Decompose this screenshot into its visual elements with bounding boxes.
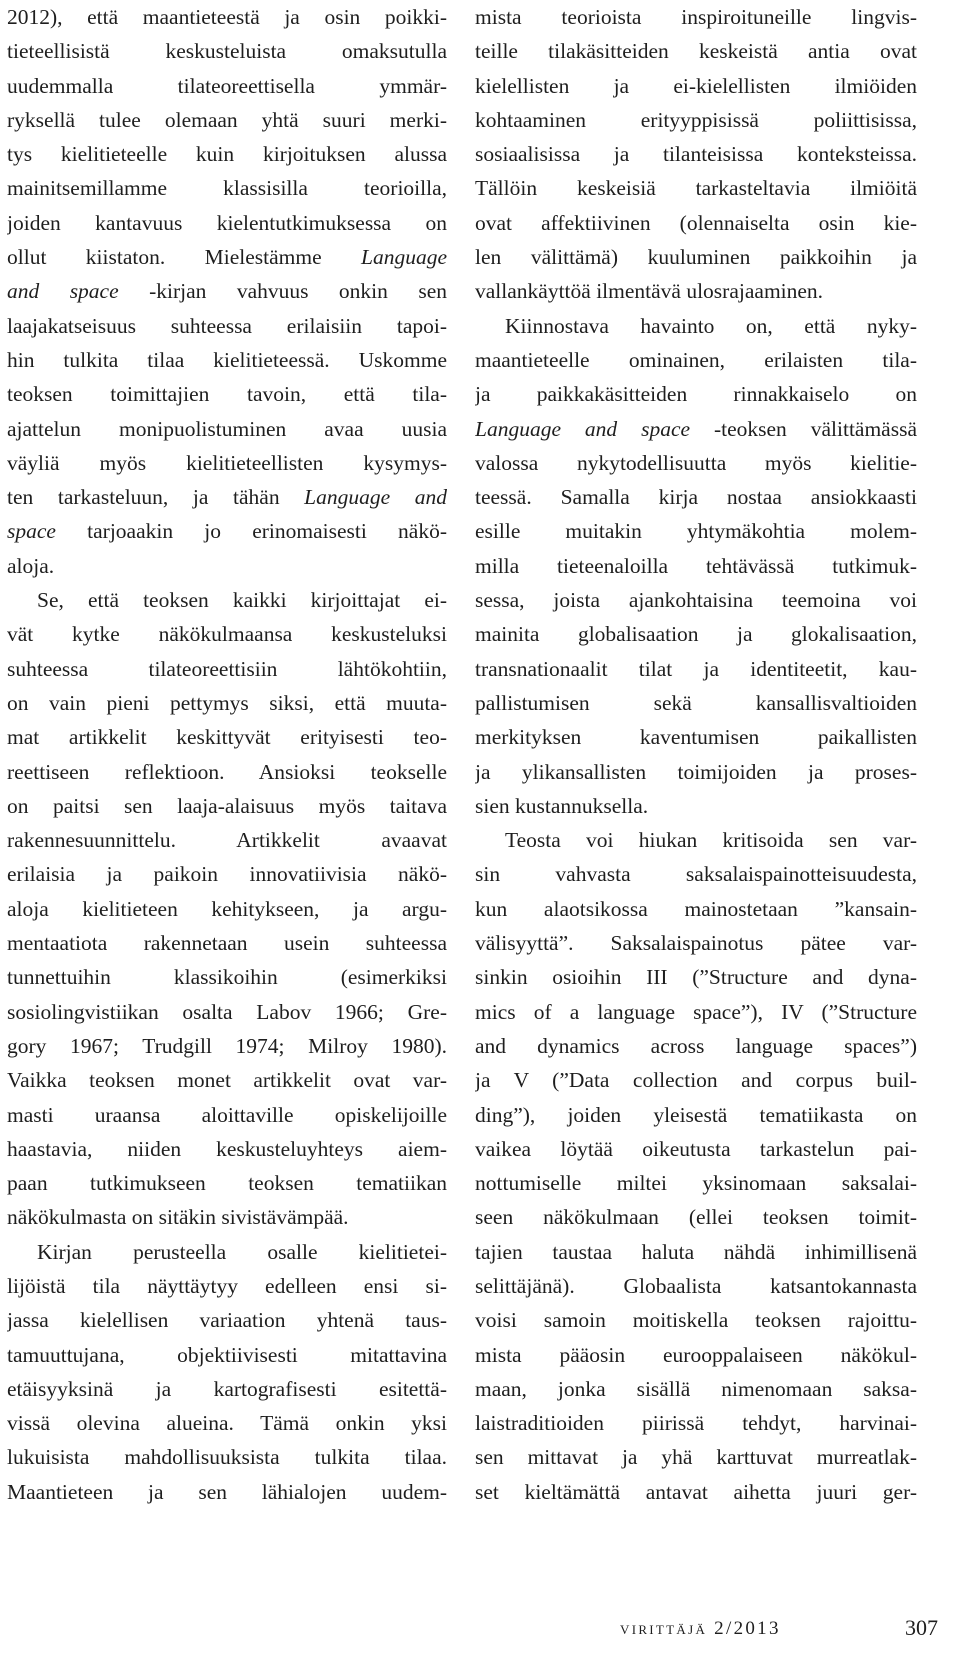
- text-line: [7, 274, 447, 308]
- line-text: rakennesuunnittelu. Artikkelit avaavat: [7, 828, 447, 853]
- text-line: [475, 343, 917, 377]
- line-text: ding”), joiden yleisestä tematiikasta on: [475, 1102, 917, 1127]
- line-text: tys kielitieteelle kuin kirjoituksen alussa: [7, 142, 447, 167]
- line-text: valossa nykytodellisuutta myös kielitie-: [475, 450, 917, 475]
- text-line: [475, 0, 917, 34]
- italic-title: Language and: [304, 485, 447, 510]
- text-line: [475, 137, 917, 171]
- text-line: [7, 1372, 447, 1406]
- italic-title: space: [7, 519, 56, 544]
- line-text: ja paikkakäsitteiden rinnakkaiselo on: [475, 382, 917, 407]
- text-line: [7, 789, 447, 823]
- text-line: [475, 1440, 917, 1474]
- line-text: uudemmalla tilateoreettisella ymmär-: [7, 73, 447, 98]
- text-line: [7, 309, 447, 343]
- text-line: [7, 1406, 447, 1440]
- text-line: [475, 69, 917, 103]
- line-text: tunnettuihin klassikoihin (esimerkiksi: [7, 965, 447, 990]
- page-footer: [620, 1614, 938, 1644]
- text-line: [7, 823, 447, 857]
- line-text: sen mittavat ja yhä karttuvat murreatlak-: [475, 1445, 917, 1470]
- text-line: [475, 480, 917, 514]
- line-text: mat artikkelit keskittyvät erityisesti teo-: [7, 725, 447, 750]
- text-line: [7, 1200, 447, 1234]
- italic-title: Language: [361, 245, 447, 270]
- text-line: [7, 1338, 447, 1372]
- text-line: [475, 377, 917, 411]
- line-text: sessa, joista ajankohtaisina teemoina voi: [475, 588, 917, 613]
- text-line: [475, 1475, 917, 1509]
- line-text: maantieteelle ominainen, erilaisten tila-: [475, 347, 917, 372]
- text-line: [7, 583, 447, 617]
- line-text: Vaikka teoksen monet artikkelit ovat var-: [7, 1068, 447, 1093]
- line-text: väyliä myös kielitieteellisten kysymys-: [7, 450, 447, 475]
- text-line: [475, 926, 917, 960]
- text-line: [7, 137, 447, 171]
- text-line: [7, 206, 447, 240]
- text-line: [7, 1235, 447, 1269]
- text-line: [7, 1166, 447, 1200]
- line-text: set kieltämättä antavat aihetta juuri ger-: [475, 1479, 917, 1504]
- line-text: aloja.: [7, 553, 55, 578]
- line-text: -teoksen välittämässä: [690, 416, 917, 441]
- text-line: [475, 514, 917, 548]
- line-text: merkityksen kaventumisen paikallisten: [475, 725, 917, 750]
- text-line: [475, 1338, 917, 1372]
- line-text: sinkin osioihin III (”Structure and dyna-: [475, 965, 917, 990]
- text-line: [475, 892, 917, 926]
- line-text: mentaatiota rakennetaan usein suhteessa: [7, 931, 447, 956]
- line-text: haastavia, niiden keskusteluyhteys aiem-: [7, 1136, 447, 1161]
- text-line: [7, 1440, 447, 1474]
- right-text-column: [475, 0, 917, 1509]
- text-line: [7, 857, 447, 891]
- text-line: [7, 514, 447, 548]
- text-line: [7, 34, 447, 68]
- line-text: Se, että teoksen kaikki kirjoittajat ei-: [37, 588, 447, 613]
- line-text: välisyyttä”. Saksalaispainotus pätee var-: [475, 931, 917, 956]
- line-text: and dynamics across language spaces”): [475, 1033, 917, 1058]
- line-text: Teosta voi hiukan kritisoida sen var-: [505, 828, 917, 853]
- text-line: [475, 1063, 917, 1097]
- line-text: ryksellä tulee olemaan yhtä suuri merki-: [7, 107, 447, 132]
- text-line: [7, 652, 447, 686]
- italic-title: and space: [7, 279, 119, 304]
- line-text: mista teorioista inspiroituneille lingvis-: [475, 5, 917, 29]
- text-line: [7, 892, 447, 926]
- line-text: milla tieteenaloilla tehtävässä tutkimuk-: [475, 553, 917, 578]
- line-text: pallistumisen sekä kansallisvaltioiden: [475, 690, 917, 715]
- line-text: esille muitakin yhtymäkohtia molem-: [475, 519, 917, 544]
- text-line: [475, 549, 917, 583]
- text-line: [7, 480, 447, 514]
- text-line: [475, 1098, 917, 1132]
- line-text: gory 1967; Trudgill 1974; Milroy 1980).: [7, 1033, 447, 1058]
- text-line: [475, 446, 917, 480]
- line-text: vaikea löytää oikeutusta tarkastelun pai-: [475, 1136, 917, 1161]
- line-text: transnationaalit tilat ja identiteetit, kau-: [475, 656, 917, 681]
- text-line: [7, 1475, 447, 1509]
- line-text: ten tarkasteluun, ja tähän: [7, 485, 305, 510]
- text-line: [475, 103, 917, 137]
- line-text: joiden kantavuus kielentutkimuksessa on: [7, 210, 447, 235]
- text-line: [475, 617, 917, 651]
- text-line: [475, 34, 917, 68]
- line-text: paan tutkimukseen teoksen tematiikan: [7, 1171, 447, 1196]
- line-text: etäisyyksinä ja kartografisesti esitettä-: [7, 1376, 447, 1401]
- page-number: 307: [905, 1615, 938, 1640]
- line-text: tamuuttujana, objektiivisesti mitattavina: [7, 1342, 447, 1367]
- line-text: erilaisia ja paikoin innovatiivisia näkö-: [7, 862, 447, 887]
- text-line: [7, 1098, 447, 1132]
- line-text: kun alaotsikossa mainostetaan ”kansain-: [475, 896, 917, 921]
- text-line: [7, 995, 447, 1029]
- line-text: Tällöin keskeisiä tarkasteltavia ilmiöitä: [475, 176, 917, 201]
- text-line: [475, 1406, 917, 1440]
- text-line: [475, 1235, 917, 1269]
- text-line: [475, 1029, 917, 1063]
- text-line: [7, 343, 447, 377]
- line-text: on vain pieni pettymys siksi, että muuta-: [7, 690, 447, 715]
- text-line: [7, 755, 447, 789]
- line-text: 2012), että maantieteestä ja osin poikki-: [7, 5, 447, 29]
- italic-title: Language and space: [475, 416, 691, 441]
- line-text: mainita globalisaation ja glokalisaation,: [475, 622, 917, 647]
- line-text: tajien taustaa haluta nähdä inhimillisenä: [475, 1239, 917, 1264]
- line-text: aloja kielitieteen kehitykseen, ja argu-: [7, 896, 447, 921]
- journal-issue-label: virittäjä 2/2013: [620, 1618, 781, 1639]
- line-text: hin tulkita tilaa kielitieteessä. Uskomme: [7, 347, 447, 372]
- line-text: kielellisten ja ei-kielellisten ilmiöiden: [475, 73, 917, 98]
- line-text: näkökulmasta on sitäkin sivistävämpää.: [7, 1205, 349, 1230]
- text-line: [7, 69, 447, 103]
- text-line: [7, 1063, 447, 1097]
- line-text: masti uraansa aloittaville opiskelijoille: [7, 1102, 447, 1127]
- text-line: [475, 1132, 917, 1166]
- line-text: sin vahvasta saksalaispainotteisuudesta,: [475, 862, 917, 887]
- line-text: Maantieteen ja sen lähialojen uudem-: [7, 1479, 447, 1504]
- line-text: kohtaaminen erityyppisissä poliittisissa,: [475, 107, 917, 132]
- text-line: [7, 1132, 447, 1166]
- line-text: sien kustannuksella.: [475, 793, 649, 818]
- text-line: [475, 1166, 917, 1200]
- line-text: sosiaalisissa ja tilanteisissa konteksteissa.: [475, 142, 917, 167]
- line-text: Kirjan perusteella osalle kielitietei-: [37, 1239, 447, 1264]
- line-text: tarjoaakin jo erinomaisesti näkö-: [55, 519, 447, 544]
- text-line: [475, 755, 917, 789]
- line-text: sosiolingvistiikan osalta Labov 1966; Gre-: [7, 999, 447, 1024]
- text-line: [7, 617, 447, 651]
- line-text: maan, jonka sisällä nimenomaan saksa-: [475, 1376, 917, 1401]
- line-text: len välittämä) kuuluminen paikkoihin ja: [475, 245, 917, 270]
- line-text: ollut kiistaton. Mielestämme: [7, 245, 361, 270]
- line-text: vät kytke näkökulmaansa keskusteluksi: [7, 622, 447, 647]
- text-line: [475, 1200, 917, 1234]
- text-line: [7, 171, 447, 205]
- text-line: [7, 1303, 447, 1337]
- text-line: [475, 960, 917, 994]
- line-text: reettiseen reflektioon. Ansioksi teokselle: [7, 759, 447, 784]
- text-line: [475, 720, 917, 754]
- text-line: [475, 583, 917, 617]
- left-text-column: [7, 0, 447, 1509]
- text-line: [475, 652, 917, 686]
- text-line: [7, 686, 447, 720]
- line-text: suhteessa tilateoreettisiin lähtökohtiin,: [7, 656, 447, 681]
- text-line: [475, 857, 917, 891]
- line-text: on paitsi sen laaja-alaisuus myös taitava: [7, 793, 447, 818]
- text-line: [7, 446, 447, 480]
- line-text: mainitsemillamme klassisilla teorioilla,: [7, 176, 447, 201]
- line-text: vallankäyttöä ilmentävä ulosrajaaminen.: [475, 279, 824, 304]
- text-line: [475, 309, 917, 343]
- line-text: -kirjan vahvuus onkin sen: [118, 279, 447, 304]
- text-line: [7, 720, 447, 754]
- line-text: laajakatseisuus suhteessa erilaisiin tapoi-: [7, 313, 447, 338]
- line-text: Kiinnostava havainto on, että nyky-: [505, 313, 917, 338]
- text-line: [7, 0, 447, 34]
- line-text: voisi samoin moitiskella teoksen rajoittu-: [475, 1308, 917, 1333]
- line-text: ovat affektiivinen (olennaiselta osin kie-: [475, 210, 917, 235]
- line-text: teessä. Samalla kirja nostaa ansiokkaasti: [475, 485, 917, 510]
- text-line: [7, 103, 447, 137]
- text-line: [7, 1269, 447, 1303]
- line-text: lukuisista mahdollisuuksista tulkita tilaa.: [7, 1445, 447, 1470]
- text-line: [7, 377, 447, 411]
- text-line: [7, 960, 447, 994]
- text-line: [475, 171, 917, 205]
- text-line: [475, 686, 917, 720]
- text-line: [475, 240, 917, 274]
- line-text: vissä olevina alueina. Tämä onkin yksi: [7, 1411, 447, 1436]
- text-line: [475, 995, 917, 1029]
- line-text: teille tilakäsitteiden keskeistä antia ovat: [475, 39, 917, 64]
- text-line: [7, 240, 447, 274]
- line-text: tieteellisistä keskusteluista omaksutulla: [7, 39, 447, 64]
- text-line: [7, 412, 447, 446]
- line-text: nottumiselle miltei yksinomaan saksalai-: [475, 1171, 917, 1196]
- text-line: [7, 1029, 447, 1063]
- text-line: [7, 926, 447, 960]
- text-line: [475, 412, 917, 446]
- text-line: [475, 1372, 917, 1406]
- line-text: selittäjänä). Globaalista katsantokannasta: [475, 1273, 917, 1298]
- text-line: [475, 823, 917, 857]
- line-text: mics of a language space”), IV (”Structure: [475, 999, 917, 1024]
- text-line: [475, 789, 917, 823]
- line-text: ja ylikansallisten toimijoiden ja proses-: [475, 759, 917, 784]
- line-text: jassa kielellisen variaation yhtenä taus-: [7, 1308, 447, 1333]
- line-text: teoksen toimittajien tavoin, että tila-: [7, 382, 447, 407]
- line-text: lijöistä tila näyttäytyy edelleen ensi si-: [7, 1273, 447, 1298]
- text-line: [475, 1269, 917, 1303]
- text-line: [7, 549, 447, 583]
- line-text: ajattelun monipuolistuminen avaa uusia: [7, 416, 447, 441]
- text-line: [475, 1303, 917, 1337]
- line-text: laistraditioiden piirissä tehdyt, harvinai-: [475, 1411, 917, 1436]
- text-line: [475, 206, 917, 240]
- line-text: mista pääosin eurooppalaiseen näkökul-: [475, 1342, 917, 1367]
- text-line: [475, 274, 917, 308]
- line-text: seen näkökulmaan (ellei teoksen toimit-: [475, 1205, 917, 1230]
- line-text: ja V (”Data collection and corpus buil-: [475, 1068, 917, 1093]
